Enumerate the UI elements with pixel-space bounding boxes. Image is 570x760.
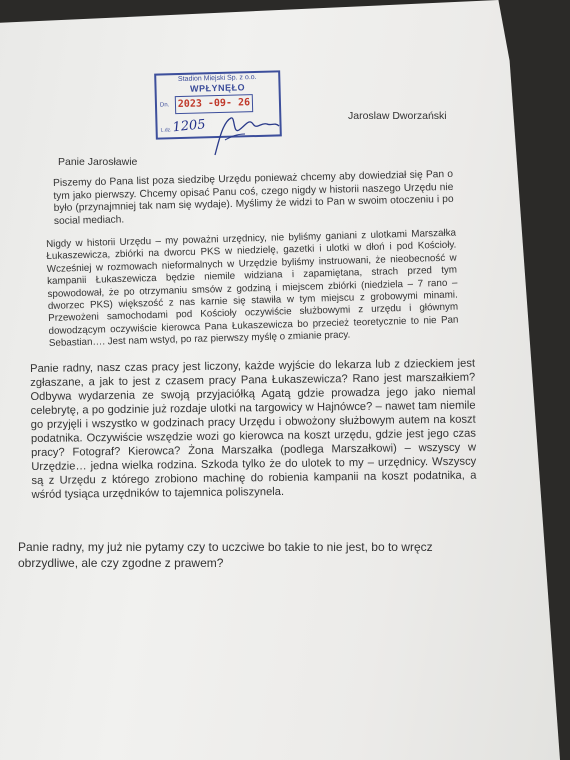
- stamp-lp-label: L.dz.: [160, 127, 172, 134]
- paragraph-intro: Piszemy do Pana list poza siedzibę Urzędu ponieważ chcemy aby dowiedział się Pan o tym jako pierwszy. Chcemy opisać Panu coś, czego nigdy w historii naszego Urzędu nie było (przynajmniej tak nam się wydaje). Myślimy że widzi to Pan w swoim otoczeniu i po social mediach.: [53, 168, 454, 227]
- signature-icon: [205, 100, 285, 160]
- stamp-org: Stadion Miejski Sp. z o.o.: [177, 73, 257, 84]
- stamp-date-label: Dn.: [159, 102, 170, 109]
- stamp-number: 1205: [171, 117, 207, 136]
- greeting: Panie Jarosławie: [58, 156, 138, 168]
- paragraph-work-time: Panie radny, nasz czas pracy jest liczony, każde wyjście do lekarza lub z dzieckiem jest zgłaszane, a jak to jest z czasem pracy Pana Łukaszewicza? Rano jest marszałkiem? Odbywa wydarzenia ze swoją przyjaciółką Agatą gdzie prowadza jego jako niemal celebrytę, a po godzinie już rozdaje ulotki na targowicy w Hajnówce? – nawet tam niemile go przyjęli i wszystko w godzinach pracy Urzędu i obwożony służbowym autem na koszt podatnika. Oczywiście wszędzie wozi go kierowca na koszt urzędu, gdzie jest jego czas pracy? Fotograf? Kierowca? Żona Marszałka (podlega Marszałkowi) – wszyscy w Urzędzie… jedna wielka rodzina. Szkoda tylko że do ulotek to my – urzędnicy. Wszyscy są z Urzędu z którego zrobiono machinę do robienia kampanii na koszt podatnika, a wśród tysiąca urzędników to tajemnica poliszynela.: [30, 357, 477, 501]
- paragraph-question: Panie radny, my już nie pytamy czy to uczciwe bo takie to nie jest, bo to wręcz obrzydliwe, ale czy zgodne z prawem?: [18, 540, 433, 570]
- paragraph-campaign: Nigdy w historii Urzędu – my poważni urzędnicy, nie byliśmy ganiani z ulotkami Marszałka Łukaszewicza, zbiórki na dworcu PKS w niedzielę, gazetki i ulotki w dłoń i pod Kościoły. Wcześniej w rozmowach nieformalnych w Urzędzie byliśmy instruowani, że nieobecność w kampanii Łukaszewicza będzie niemile widziana i zapamiętana, strach przed tym spowodował, że po otrzymaniu smsów z godziną i miejscem zbiórki (niedziela – 7 rano – dworzec PKS) większość z nas karnie się stawiła w tym miejscu z grobowymi minami. Przewożeni samochodami pod Kościoły oczywiście służbowymi z urzędu i głównym dowodzącym oczywiście kierowca Pana Łukaszewicza bo przecież teoretycznie to nie Pan Sebastian…. Jest nam wstyd, po raz pierwszy myślę o zmianie pracy.: [46, 227, 459, 350]
- author-name: Jaroslaw Dworzański: [348, 110, 447, 122]
- stamp-date: 2023 -09- 26: [175, 94, 253, 114]
- stamp-title: WPŁYNĘŁO: [189, 82, 246, 94]
